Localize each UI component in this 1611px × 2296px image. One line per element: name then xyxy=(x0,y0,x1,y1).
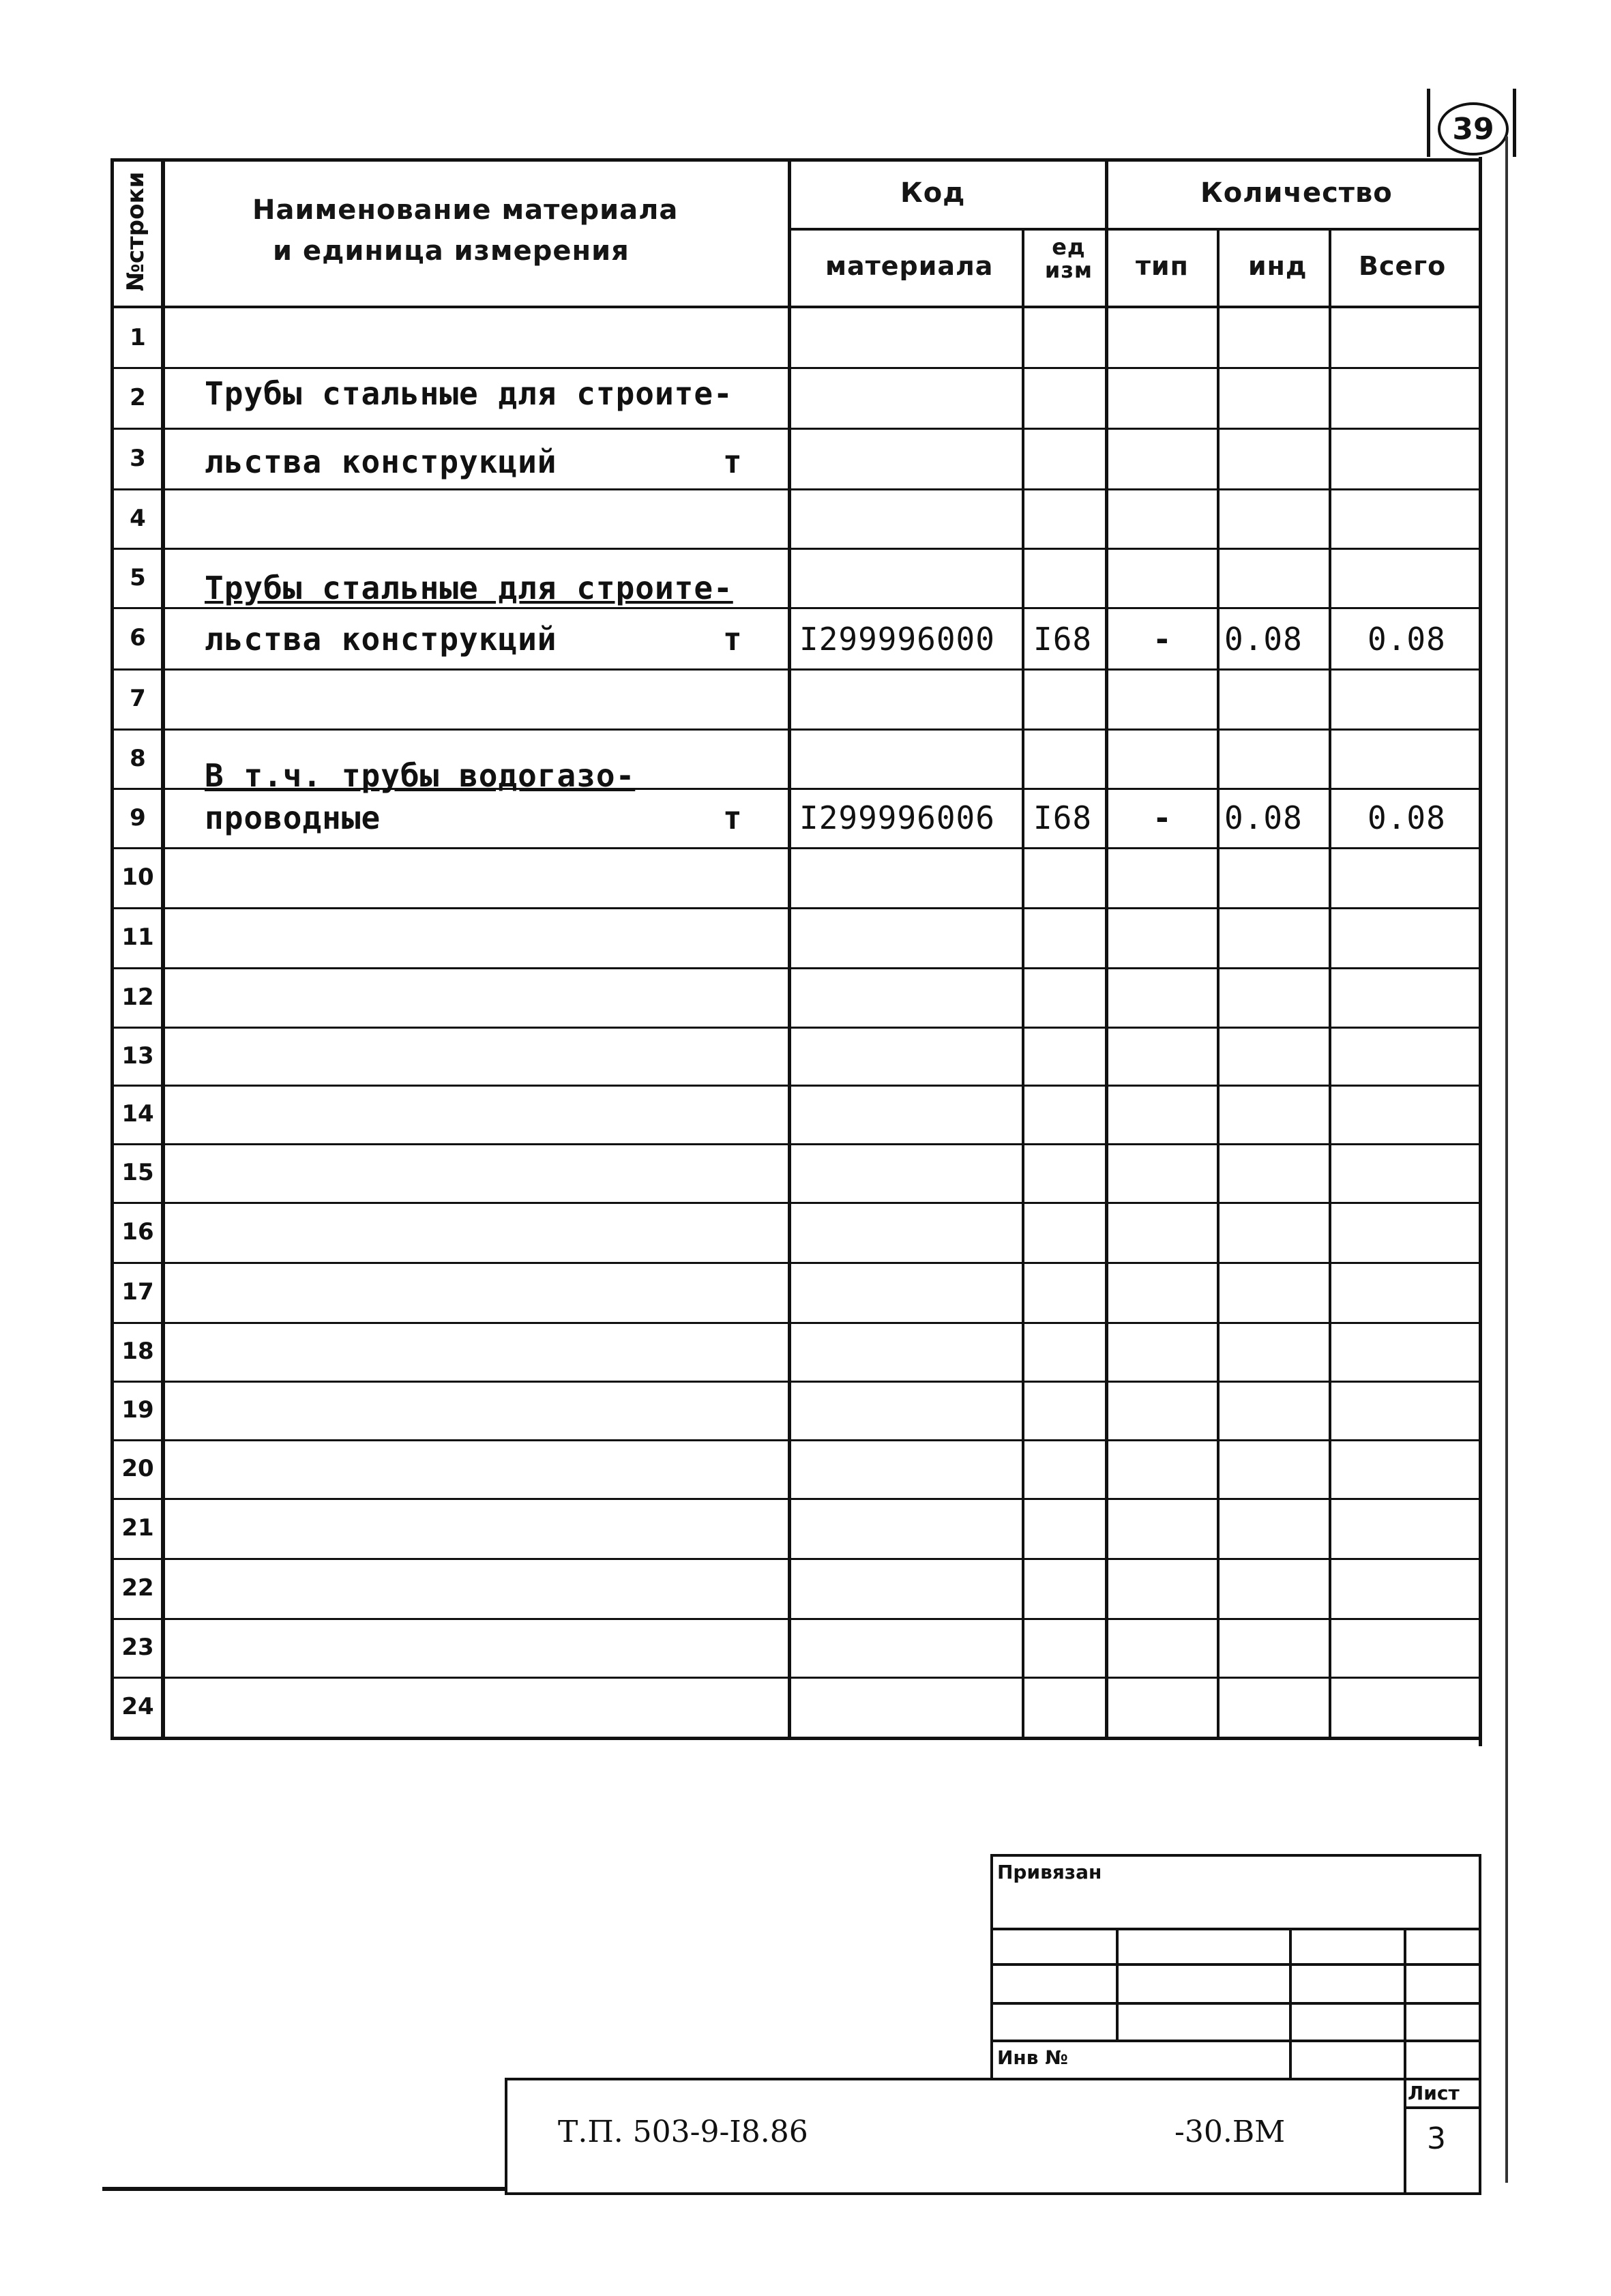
row-divider xyxy=(110,907,1481,909)
qty-total-header: Всего xyxy=(1359,251,1447,281)
row-divider xyxy=(110,967,1481,969)
row-number: 9 xyxy=(130,804,146,831)
row6-type: - xyxy=(1153,621,1172,658)
sheet-number: 3 xyxy=(1427,2121,1446,2156)
sheet-divider xyxy=(1404,2106,1481,2109)
row-divider xyxy=(110,1143,1481,1145)
row-number: 17 xyxy=(121,1278,154,1306)
row-divider xyxy=(110,1558,1481,1560)
row-number: 20 xyxy=(121,1455,154,1482)
name-header-line2: и единица измерения xyxy=(273,235,630,267)
table-top-border xyxy=(110,158,1481,162)
row8-name: В т.ч. трубы водогазо- xyxy=(205,757,636,794)
row-divider xyxy=(110,1085,1481,1087)
code-unit-header: ед изм xyxy=(1044,234,1093,283)
row9-ind: 0.08 xyxy=(1224,799,1303,836)
badge-left-rule xyxy=(1427,89,1430,157)
row-number: 11 xyxy=(121,924,154,951)
row-number: 22 xyxy=(121,1574,154,1602)
inv-label: Инв № xyxy=(997,2046,1068,2069)
qty-group-header: Количество xyxy=(1200,177,1393,209)
row3-unit-mark: т xyxy=(723,443,743,480)
row-divider xyxy=(110,1322,1481,1324)
bound-label: Привязан xyxy=(997,1861,1102,1883)
row9-type: - xyxy=(1153,799,1172,836)
row3-name: льства конструкций xyxy=(205,443,557,480)
stamp-line-3 xyxy=(990,2002,1481,2005)
row-divider xyxy=(110,1498,1481,1500)
row9-total: 0.08 xyxy=(1368,799,1446,836)
sheet-label: Лист xyxy=(1408,2082,1460,2104)
row6-ind: 0.08 xyxy=(1224,621,1303,658)
row-number: 5 xyxy=(130,563,146,591)
row-number-header: №строки xyxy=(122,171,149,291)
col-rownum-divider xyxy=(161,158,165,1740)
col-type-divider xyxy=(1217,228,1220,1740)
row-divider xyxy=(110,1202,1481,1204)
bottom-left-rule xyxy=(102,2187,507,2191)
qty-ind-header: инд xyxy=(1248,251,1307,281)
row-number: 13 xyxy=(121,1042,154,1070)
row-divider xyxy=(110,1618,1481,1620)
stamp-col-3 xyxy=(1404,1928,1406,2195)
row-divider xyxy=(110,668,1481,671)
header-bottom-border xyxy=(110,306,1481,308)
row-number: 1 xyxy=(130,324,146,351)
row6-total: 0.08 xyxy=(1368,621,1446,658)
row9-unit-code: I68 xyxy=(1033,799,1093,836)
code-material-header: материала xyxy=(825,251,994,281)
row6-material-code: I299996000 xyxy=(799,621,995,658)
row-number: 8 xyxy=(130,744,146,772)
row-divider xyxy=(110,1381,1481,1383)
stamp-line-1 xyxy=(990,1928,1481,1930)
row-number: 16 xyxy=(121,1218,154,1246)
code-group-header: Код xyxy=(900,177,966,209)
row-divider xyxy=(110,488,1481,490)
row-number: 15 xyxy=(121,1159,154,1186)
row-number: 23 xyxy=(121,1634,154,1661)
qty-type-header: тип xyxy=(1136,251,1189,281)
row-number: 2 xyxy=(130,383,146,411)
right-margin-rule xyxy=(1505,136,1508,2183)
row-divider xyxy=(110,548,1481,550)
code-block-bottom xyxy=(505,2192,1481,2195)
row-number: 19 xyxy=(121,1396,154,1424)
row-number: 14 xyxy=(121,1100,154,1128)
row2-name: Трубы стальные для строите- xyxy=(205,375,733,412)
stamp-top-border xyxy=(990,1854,1481,1857)
row-number: 10 xyxy=(121,864,154,891)
page-badge xyxy=(1438,102,1509,156)
col-left-border xyxy=(110,158,114,1740)
row-number: 12 xyxy=(121,983,154,1011)
col-name-divider xyxy=(788,158,791,1740)
right-border-rule xyxy=(1479,157,1482,1746)
code-block-top xyxy=(505,2078,1481,2080)
row-divider xyxy=(110,1027,1481,1029)
badge-right-rule xyxy=(1513,89,1516,157)
name-header-line1: Наименование материала xyxy=(252,194,679,226)
doc-code-left: Т.П. 503-9-I8.86 xyxy=(558,2115,808,2149)
stamp-left-border xyxy=(990,1854,993,2078)
stamp-line-2 xyxy=(990,1963,1481,1966)
stamp-right-border xyxy=(1479,1854,1481,2195)
doc-code-right: -30.ВМ xyxy=(1174,2115,1286,2149)
table-bottom-border xyxy=(110,1737,1481,1740)
col-code-divider xyxy=(1022,228,1024,1740)
row9-material-code: I299996006 xyxy=(799,799,995,836)
row-number: 24 xyxy=(121,1693,154,1720)
row-number: 21 xyxy=(121,1514,154,1542)
row-number: 4 xyxy=(130,504,146,532)
row-number: 6 xyxy=(130,624,146,651)
row-divider xyxy=(110,1262,1481,1264)
row9-name: проводные xyxy=(205,799,381,836)
row-divider xyxy=(110,428,1481,430)
row-divider xyxy=(110,607,1481,609)
row-number: 7 xyxy=(130,685,146,712)
stamp-line-4 xyxy=(990,2040,1481,2042)
row9-unit-mark: т xyxy=(723,799,743,836)
col-ind-divider xyxy=(1329,228,1331,1740)
row-divider xyxy=(110,847,1481,849)
stamp-col-2 xyxy=(1289,1928,1292,2078)
row6-unit-code: I68 xyxy=(1033,621,1093,658)
row-number: 3 xyxy=(130,444,146,472)
row-divider xyxy=(110,367,1481,369)
stamp-col-1 xyxy=(1116,1928,1119,2040)
row-divider xyxy=(110,1677,1481,1679)
row-divider xyxy=(110,1439,1481,1441)
code-block-left xyxy=(505,2078,507,2195)
row5-name: Трубы стальные для строите- xyxy=(205,570,733,606)
row-number: 18 xyxy=(121,1338,154,1365)
page-badge-number: 39 xyxy=(1452,111,1494,147)
row6-unit-mark: т xyxy=(723,621,743,658)
row6-name: льства конструкций xyxy=(205,621,557,658)
row-divider xyxy=(110,728,1481,731)
header-group-divider xyxy=(788,228,1481,231)
col-unit-divider xyxy=(1105,158,1108,1740)
